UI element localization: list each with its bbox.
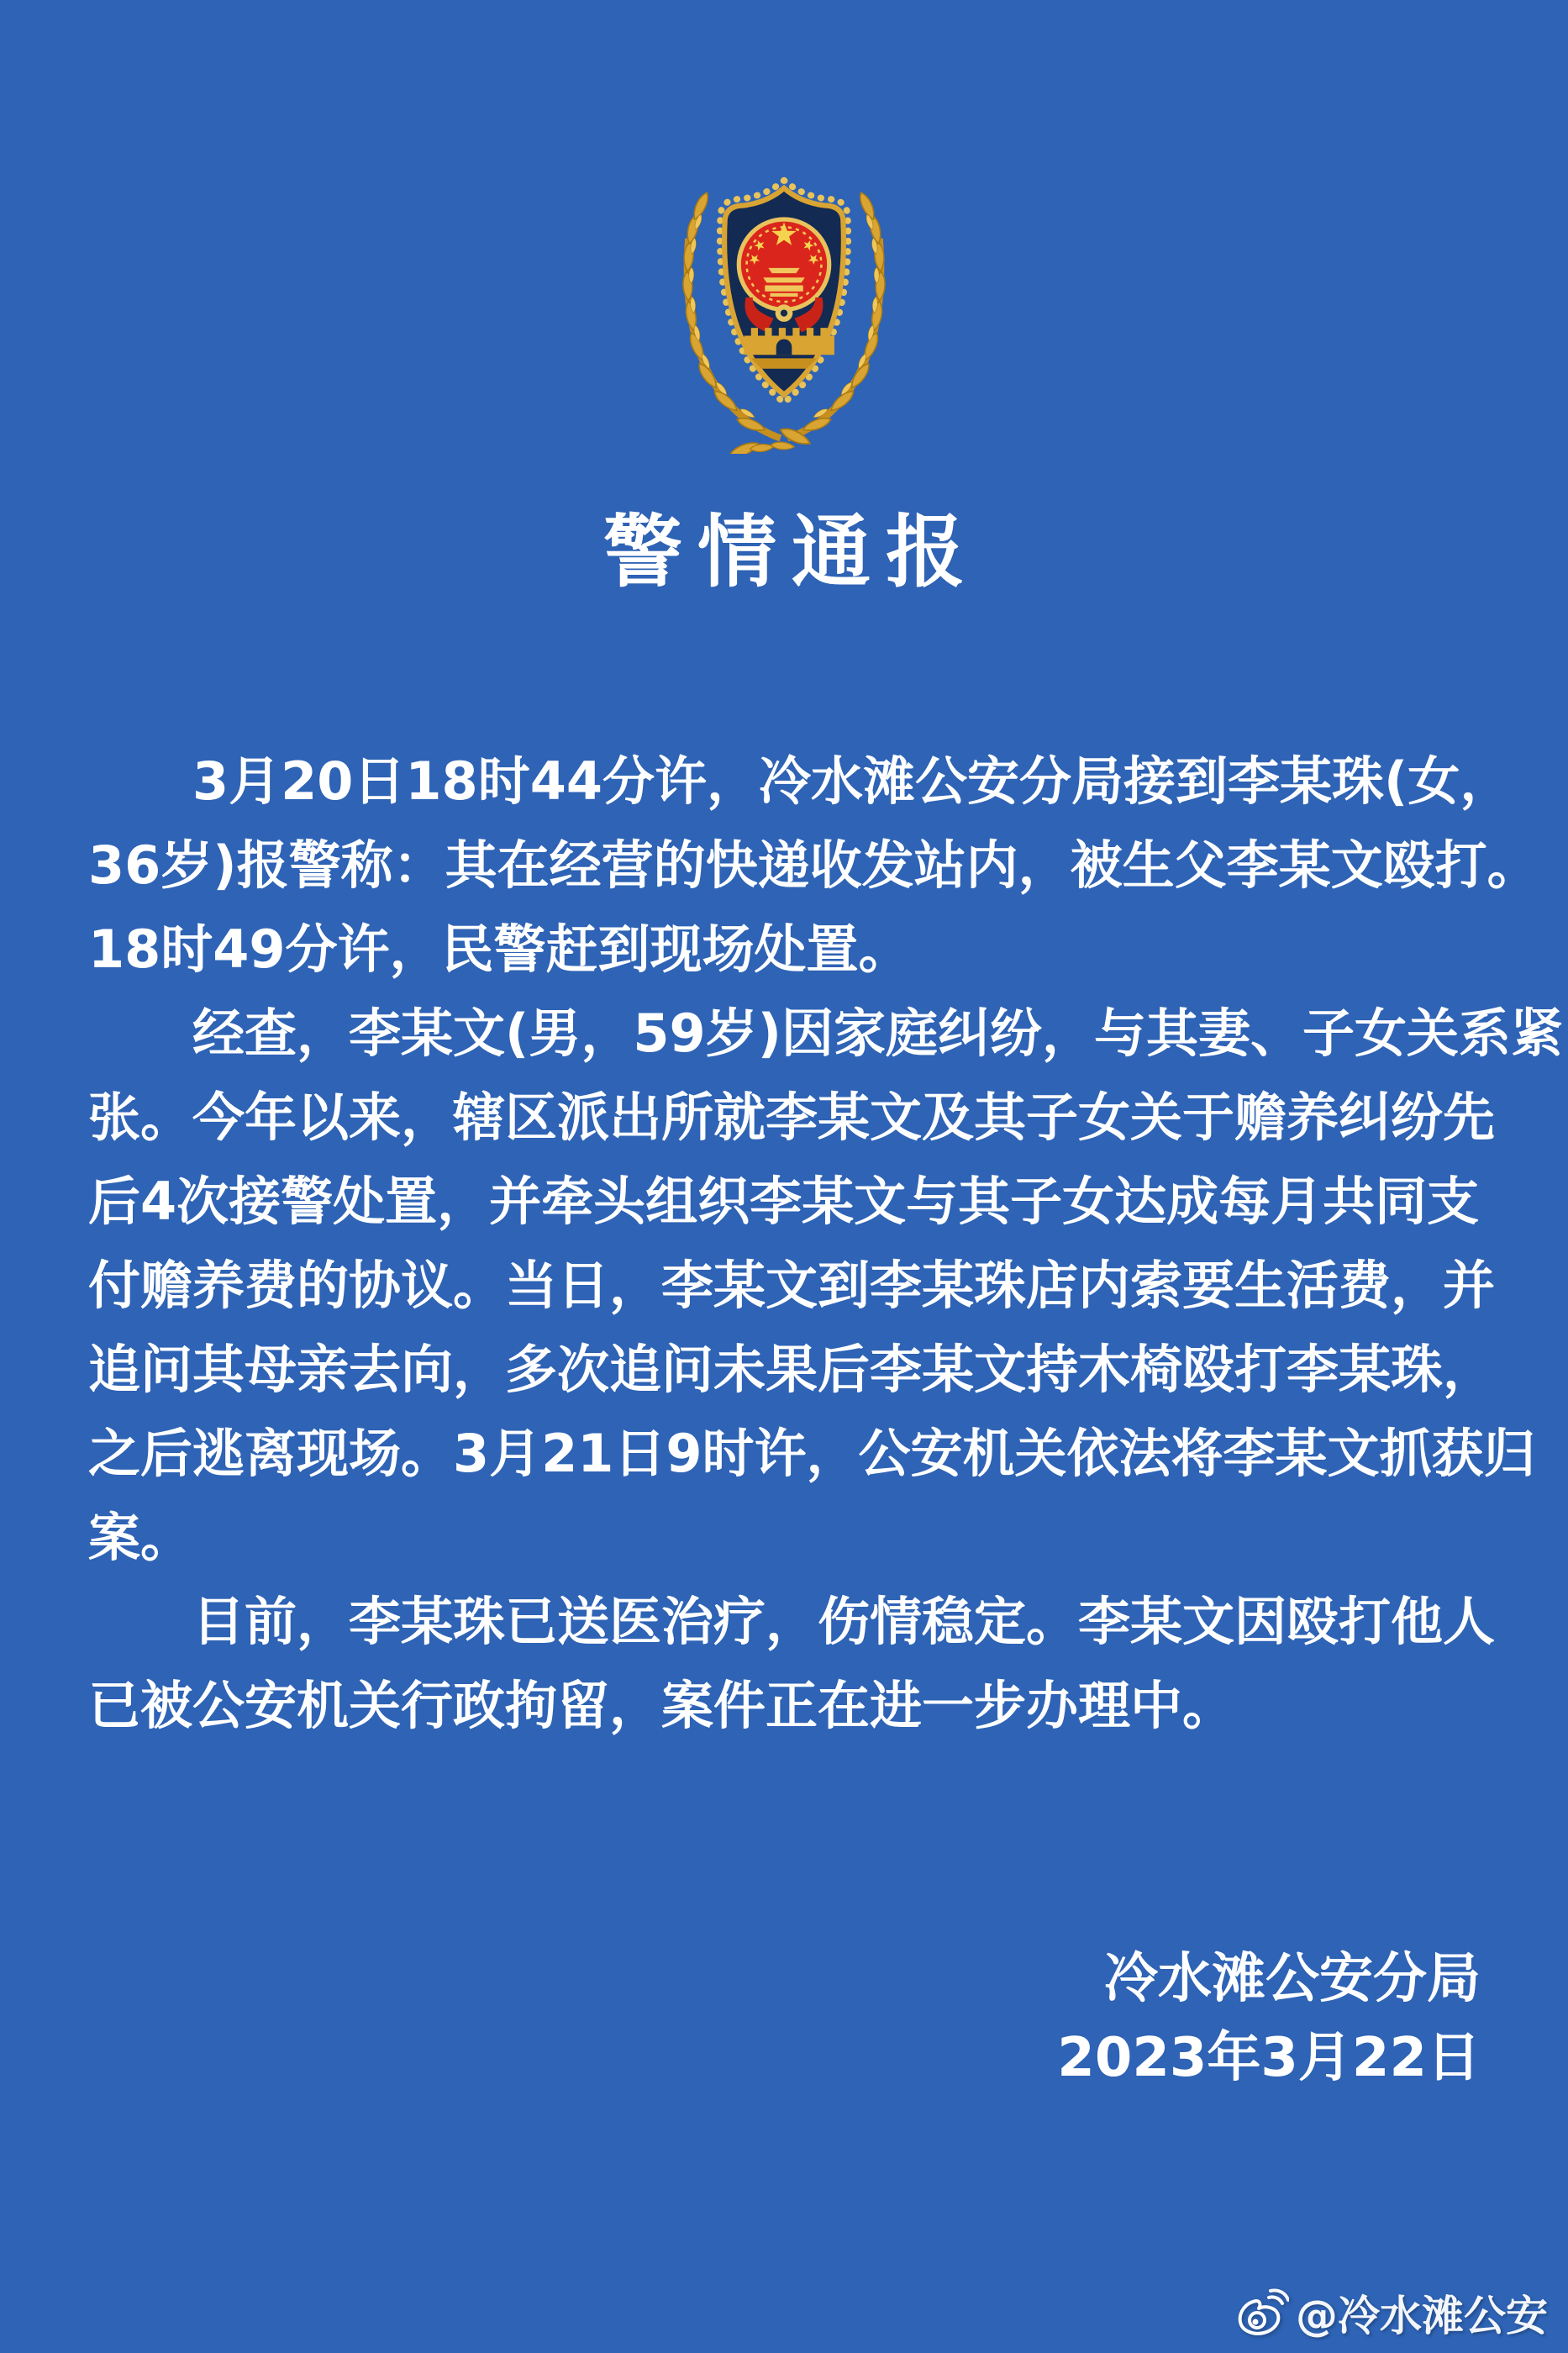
signature-date: 2023年3月22日 bbox=[1057, 2027, 1481, 2089]
police-badge-emblem bbox=[633, 141, 935, 454]
body-line: 目前，李某珠已送医治疗，伤情稳定。李某文因殴打他人 bbox=[192, 1591, 1496, 1652]
body-line: 已被公安机关行政拘留，案件正在进一步办理中。 bbox=[88, 1675, 1235, 1736]
body-line: 张。今年以来，辖区派出所就李某文及其子女关于赡养纠纷先 bbox=[88, 1087, 1496, 1148]
notice-title: 警情通报 bbox=[602, 507, 980, 598]
body-line: 追问其母亲去向，多次追问未果后李某文持木椅殴打李某珠， bbox=[88, 1339, 1496, 1400]
body-line: 后4次接警处置，并牵头组织李某文与其子女达成每月共同支 bbox=[88, 1171, 1480, 1232]
notice-body bbox=[88, 740, 1563, 1748]
body-line: 18时49分许，民警赶到现场处置。 bbox=[88, 919, 911, 980]
signature-block bbox=[1057, 1940, 1481, 2098]
weibo-watermark bbox=[1235, 2274, 1548, 2351]
weibo-icon bbox=[1235, 2286, 1289, 2340]
body-line: 之后逃离现场。3月21日9时许，公安机关依法将李某文抓获归 bbox=[88, 1423, 1536, 1484]
body-line: 付赡养费的协议。当日，李某文到李某珠店内索要生活费，并 bbox=[88, 1255, 1496, 1316]
watermark-handle: @冷水滩公安 bbox=[1296, 2292, 1548, 2340]
signature-org: 冷水滩公安分局 bbox=[1104, 1948, 1481, 2010]
body-line: 3月20日18时44分许，冷水滩公安分局接到李某珠(女， bbox=[192, 750, 1513, 812]
body-line: 案。 bbox=[88, 1507, 193, 1568]
body-line: 经查，李某文(男，59岁)因家庭纠纷，与其妻、子女关系紧 bbox=[192, 1003, 1563, 1064]
body-line: 36岁)报警称：其在经营的快递收发站内，被生父李某文殴打。 bbox=[88, 834, 1539, 896]
badge-national-emblem bbox=[739, 219, 829, 309]
